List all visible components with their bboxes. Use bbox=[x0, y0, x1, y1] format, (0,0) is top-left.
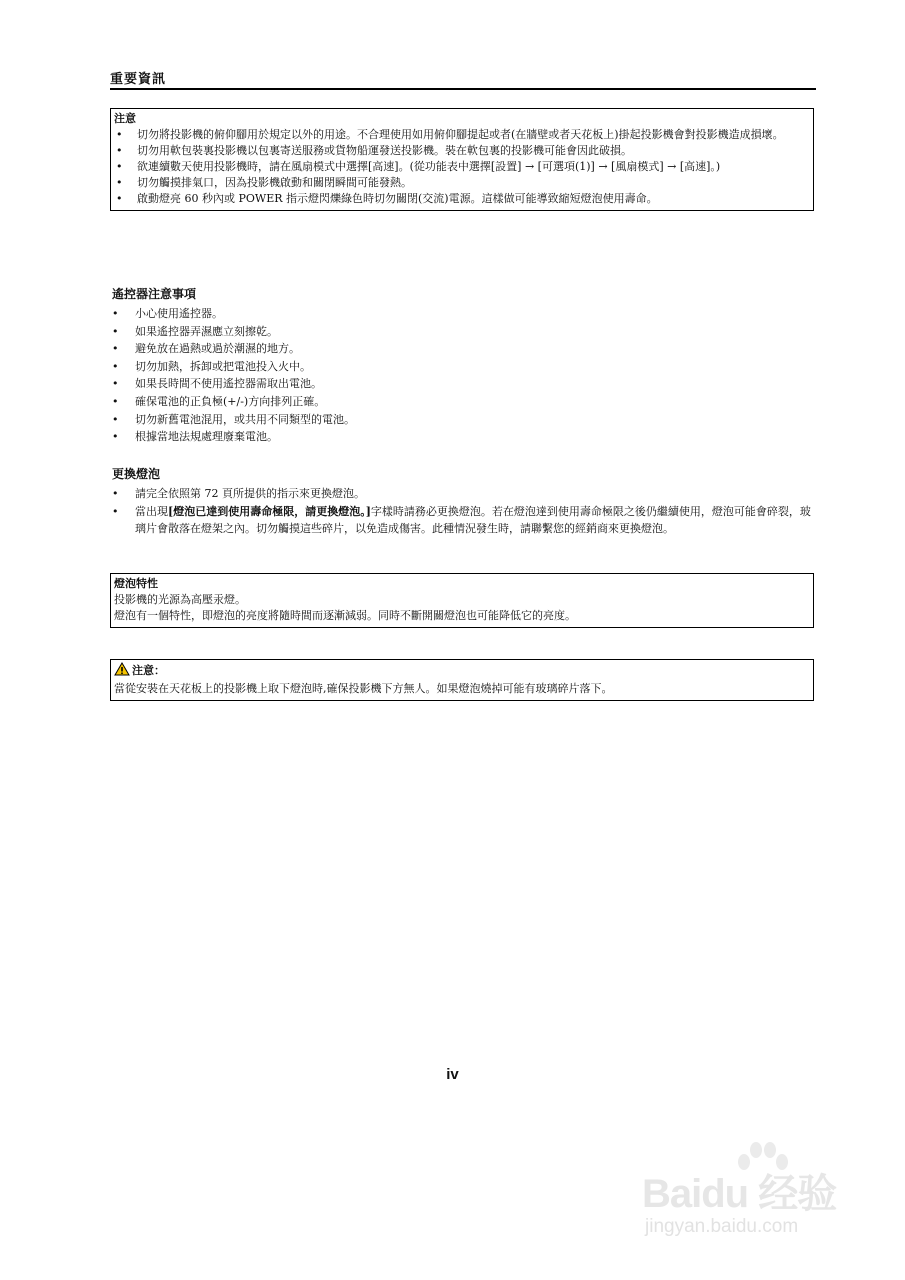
list-item: • 避免放在過熱或過於潮濕的地方。 bbox=[112, 342, 300, 356]
remote-list bbox=[112, 305, 814, 446]
list-item: • 切勿加熱，拆卸或把電池投入火中。 bbox=[112, 359, 311, 373]
warning-box bbox=[110, 659, 814, 701]
list-item: • 如果遙控器弄濕應立刻擦乾。 bbox=[112, 324, 278, 338]
list-item: • 小心使用遙控器。 bbox=[112, 307, 223, 320]
caution-item: • 切勿用軟包裝裏投影機以包裏寄送服務或貨物船運發送投影機。裝在軟包裏的投影機可能會因此破損。 bbox=[116, 144, 632, 157]
caution-item: • 切勿觸摸排氣口，因為投影機啟動和關閉瞬間可能發熱。 bbox=[116, 176, 412, 189]
caution-item: • 切勿將投影機的俯仰腳用於規定以外的用途。不合理使用如用俯仰腳提起或者(在牆壁或者天花板上)掛起投影機會對投影機造成損壞。 bbox=[116, 128, 784, 141]
caution-item: • 啟動燈亮 60 秒內或 POWER 指示燈閃爍綠色時切勿關閉(交流)電源。這樣做可能導致縮短燈泡使用壽命。 bbox=[116, 192, 658, 205]
caution-item: • 欲連續數天使用投影機時，請在風扇模式中選擇[高速]。(從功能表中選擇[設置] → [可選項(1)] → [風扇模式] → [高速]。) bbox=[116, 160, 721, 173]
page-header bbox=[110, 68, 816, 90]
list-item: • 當出現[燈泡已達到使用壽命極限，請更換燈泡。]字樣時請務必更換燈泡。若在燈泡達到使用壽命極限之後仍繼續使用，燈泡可能會碎裂，玻璃片會散落在燈架之內。切勿觸摸這些碎片，以免造成傷害。此種情況發生時，請聯繫您的經銷商來更換燈泡。 bbox=[112, 504, 811, 536]
remote-section-title: 遙控器注意事項 bbox=[112, 287, 197, 301]
caution-box bbox=[110, 108, 814, 211]
header-title: 重要資訊 bbox=[110, 72, 167, 87]
caution-title: 注意 bbox=[114, 112, 136, 125]
lamp-characteristics-title: 燈泡特性 bbox=[114, 577, 158, 590]
lamp-list bbox=[112, 485, 814, 538]
list-item: • 根據當地法規處理廢棄電池。 bbox=[112, 430, 278, 444]
warning-title: 注意： bbox=[132, 664, 165, 677]
list-item: • 切勿新舊電池混用，或共用不同類型的電池。 bbox=[112, 412, 355, 426]
lamp-characteristics-line: 投影機的光源為高壓汞燈。 bbox=[114, 593, 246, 606]
watermark-url: jingyan.baidu.com bbox=[645, 1216, 799, 1237]
watermark bbox=[630, 1140, 860, 1250]
warning-icon bbox=[114, 662, 130, 681]
warning-text: 當從安裝在天花板上的投影機上取下燈泡時,確保投影機下方無人。如果燈泡燒掉可能有玻璃碎片落下。 bbox=[114, 682, 613, 695]
watermark-logo: Baidu 经验 bbox=[642, 1172, 837, 1216]
page-number: iv bbox=[446, 1066, 459, 1083]
lamp-characteristics-box bbox=[110, 573, 814, 628]
lamp-characteristics-line: 燈泡有一個特性，即燈泡的亮度將隨時間而逐漸減弱。同時不斷開關燈泡也可能降低它的亮度。 bbox=[114, 609, 576, 622]
list-item: • 如果長時間不使用遙控器需取出電池。 bbox=[112, 377, 322, 391]
lamp-section-title: 更換燈泡 bbox=[112, 467, 161, 481]
lamp-message: [燈泡已達到使用壽命極限，請更換燈泡。] bbox=[168, 504, 371, 518]
list-item: • 確保電池的正負極(+/-)方向排列正確。 bbox=[112, 394, 326, 408]
list-item: • 請完全依照第 72 頁所提供的指示來更換燈泡。 bbox=[112, 487, 365, 500]
